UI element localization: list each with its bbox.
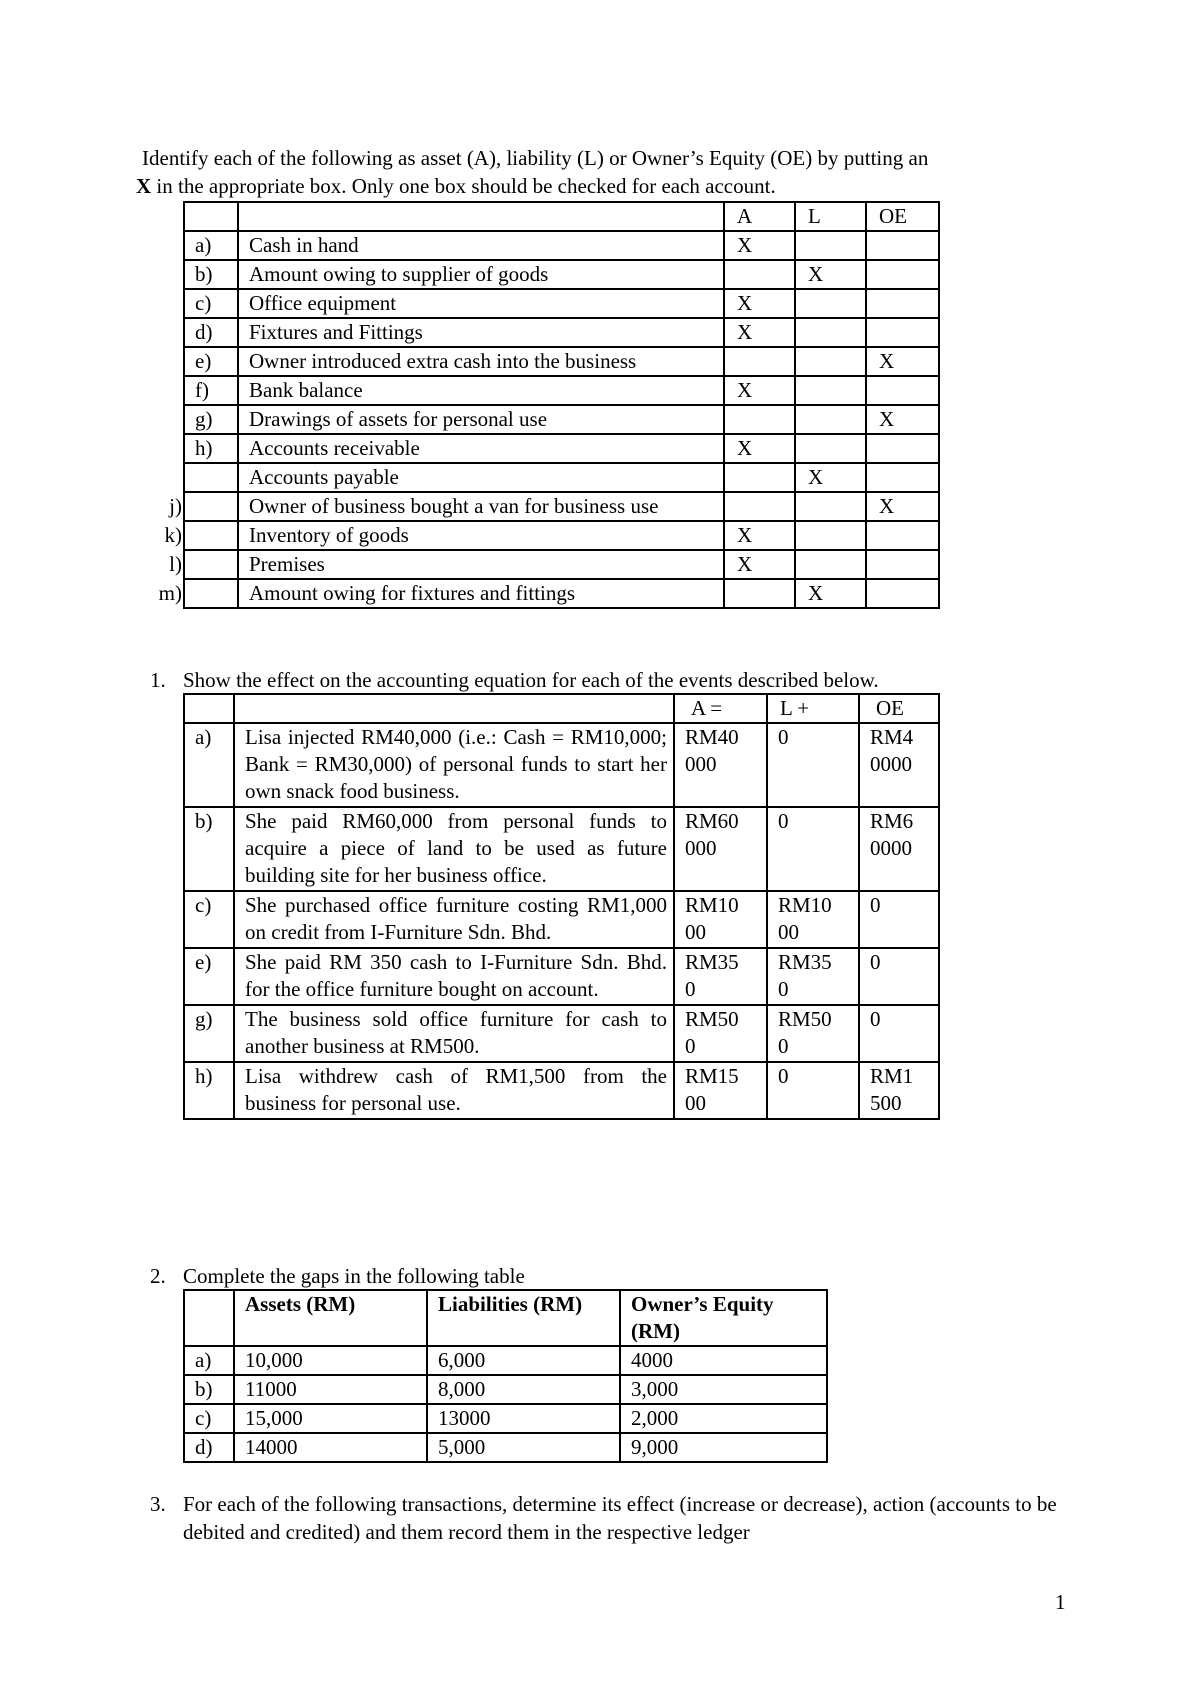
liabilities-value: 13000 [427,1404,620,1433]
account-name: Fixtures and Fittings [238,318,724,347]
equation-header-row [184,694,939,723]
classification-table-wrapper [158,201,940,609]
asset-effect: RM40 000 [674,723,767,807]
asset-mark [724,405,795,434]
question-3-text: For each of the following transactions, determine its effect (increase or decrease), action (accounts to be debited and credited) and them record them in the respective ledger [183,1492,1057,1544]
event-label: b) [184,807,234,891]
asset-mark [724,347,795,376]
asset-mark: X [724,550,795,579]
asset-mark: X [724,521,795,550]
asset-mark: X [724,434,795,463]
row-label: a) [184,231,238,260]
gaps-header-row [184,1290,827,1346]
row-outer-label: m) [158,581,182,605]
gaps-row [184,1346,827,1375]
gaps-label: a) [184,1346,234,1375]
gaps-table [183,1289,828,1463]
asset-mark [724,463,795,492]
equity-mark [866,434,939,463]
classification-row [184,318,939,347]
account-name: Premises [238,550,724,579]
question-1-text: Show the effect on the accounting equation for each of the events described below. [183,668,879,692]
question-1-number: 1. [150,668,166,692]
equity-value: 9,000 [620,1433,827,1462]
header-assets: Assets (RM) [234,1290,427,1346]
header-asset: A [724,202,795,231]
asset-effect: RM60 000 [674,807,767,891]
asset-mark [724,260,795,289]
row-label [184,463,238,492]
classification-row [184,492,939,521]
header-oe: OE [859,694,939,723]
liability-effect: RM50 0 [767,1005,859,1062]
intro-paragraph [136,144,1072,200]
gaps-label: b) [184,1375,234,1404]
question-2 [150,1262,828,1463]
header-owners-equity: Owner’s Equity (RM) [620,1290,827,1346]
asset-effect: RM15 00 [674,1062,767,1119]
liability-effect: 0 [767,1062,859,1119]
classification-row [184,521,939,550]
equity-mark: X [866,347,939,376]
equity-mark [866,376,939,405]
equity-mark [866,289,939,318]
equity-effect: 0 [859,948,939,1005]
asset-mark: X [724,231,795,260]
row-label: c) [184,289,238,318]
asset-mark: X [724,318,795,347]
liability-mark [795,492,866,521]
liabilities-value: 8,000 [427,1375,620,1404]
account-name: Accounts payable [238,463,724,492]
assets-value: 15,000 [234,1404,427,1433]
asset-mark: X [724,376,795,405]
equation-row [184,807,939,891]
liability-mark: X [795,579,866,608]
equity-effect: 0 [859,1005,939,1062]
row-label [164,521,238,550]
row-label: e) [184,347,238,376]
liability-mark: X [795,463,866,492]
classification-row [184,405,939,434]
liability-mark [795,521,866,550]
header-liability: L [795,202,866,231]
asset-mark [724,492,795,521]
event-description: She paid RM60,000 from personal funds to acquire a piece of land to be used as future building site for her business office. [234,807,674,891]
classification-row [184,289,939,318]
equity-effect: RM4 0000 [859,723,939,807]
liability-mark [795,405,866,434]
equity-mark: X [866,492,939,521]
event-label: h) [184,1062,234,1119]
classification-row [184,260,939,289]
equity-mark [866,579,939,608]
equity-value: 4000 [620,1346,827,1375]
row-label: g) [184,405,238,434]
intro-x-marker: X [136,174,152,198]
equity-mark [866,463,939,492]
account-name: Inventory of goods [238,521,724,550]
row-label [158,579,238,608]
event-label: c) [184,891,234,948]
account-name: Accounts receivable [238,434,724,463]
event-label: a) [184,723,234,807]
event-label: e) [184,948,234,1005]
page-number: 1 [1055,1590,1066,1614]
question-3 [150,1490,1063,1546]
equation-row [184,891,939,948]
event-description: Lisa withdrew cash of RM1,500 from the business for personal use. [234,1062,674,1119]
equity-mark [866,550,939,579]
row-label: h) [184,434,238,463]
account-name: Cash in hand [238,231,724,260]
header-equity: OE [866,202,939,231]
row-outer-label: l) [169,552,182,576]
account-name: Owner of business bought a van for business use [238,492,724,521]
equity-effect: RM1 500 [859,1062,939,1119]
classification-row [184,579,939,608]
liability-effect: RM35 0 [767,948,859,1005]
account-name: Drawings of assets for personal use [238,405,724,434]
classification-row [184,550,939,579]
event-description: She paid RM 350 cash to I-Furniture Sdn. Bhd. for the office furniture bought on account. [234,948,674,1005]
row-label: b) [184,260,238,289]
event-description: The business sold office furniture for cash to another business at RM500. [234,1005,674,1062]
header-l-plus: L + [767,694,859,723]
question-1 [150,666,940,1120]
classification-table [158,201,940,609]
classification-row [184,347,939,376]
assets-value: 11000 [234,1375,427,1404]
asset-effect: RM50 0 [674,1005,767,1062]
gaps-row [184,1375,827,1404]
classification-row [184,376,939,405]
equity-value: 2,000 [620,1404,827,1433]
equity-mark: X [866,405,939,434]
asset-effect: RM10 00 [674,891,767,948]
liability-mark [795,289,866,318]
gaps-row [184,1404,827,1433]
liability-effect: 0 [767,723,859,807]
row-outer-label: k) [164,523,182,547]
event-label: g) [184,1005,234,1062]
question-2-number: 2. [150,1264,166,1288]
assets-value: 14000 [234,1433,427,1462]
equation-row [184,1005,939,1062]
equity-mark [866,318,939,347]
header-liabilities: Liabilities (RM) [427,1290,620,1346]
classification-row [184,231,939,260]
liability-mark [795,231,866,260]
account-name: Owner introduced extra cash into the business [238,347,724,376]
row-label: d) [184,318,238,347]
equity-effect: 0 [859,891,939,948]
liability-mark [795,550,866,579]
account-name: Bank balance [238,376,724,405]
classification-row [184,434,939,463]
row-outer-label: j) [169,494,182,518]
equity-effect: RM6 0000 [859,807,939,891]
row-label: f) [184,376,238,405]
equation-row [184,948,939,1005]
liability-mark [795,376,866,405]
header-a-equals: A = [674,694,767,723]
liability-mark [795,434,866,463]
question-2-text: Complete the gaps in the following table [183,1264,525,1288]
liability-mark [795,318,866,347]
row-label [169,550,238,579]
assets-value: 10,000 [234,1346,427,1375]
intro-line-2-text: in the appropriate box. Only one box should be checked for each account. [151,174,776,198]
equation-row [184,723,939,807]
gaps-row [184,1433,827,1462]
asset-effect: RM35 0 [674,948,767,1005]
liabilities-value: 5,000 [427,1433,620,1462]
event-description: She purchased office furniture costing RM1,000 on credit from I-Furniture Sdn. Bhd. [234,891,674,948]
liabilities-value: 6,000 [427,1346,620,1375]
event-description: Lisa injected RM40,000 (i.e.: Cash = RM10,000; Bank = RM30,000) of personal funds to start her own snack food business. [234,723,674,807]
asset-mark [724,579,795,608]
equity-mark [866,231,939,260]
equity-mark [866,260,939,289]
equity-mark [866,521,939,550]
asset-mark: X [724,289,795,318]
classification-header-row [184,202,939,231]
intro-line-1: Identify each of the following as asset (A), liability (L) or Owner’s Equity (OE) by putting an [142,146,929,170]
account-name: Office equipment [238,289,724,318]
accounting-equation-table [183,693,940,1120]
classification-row [184,463,939,492]
question-3-number: 3. [150,1492,166,1516]
account-name: Amount owing for fixtures and fittings [238,579,724,608]
equity-value: 3,000 [620,1375,827,1404]
liability-mark [795,347,866,376]
liability-effect: 0 [767,807,859,891]
gaps-label: d) [184,1433,234,1462]
row-label [169,492,238,521]
liability-mark: X [795,260,866,289]
intro-line-2 [136,172,1072,200]
gaps-label: c) [184,1404,234,1433]
equation-row [184,1062,939,1119]
account-name: Amount owing to supplier of goods [238,260,724,289]
liability-effect: RM10 00 [767,891,859,948]
